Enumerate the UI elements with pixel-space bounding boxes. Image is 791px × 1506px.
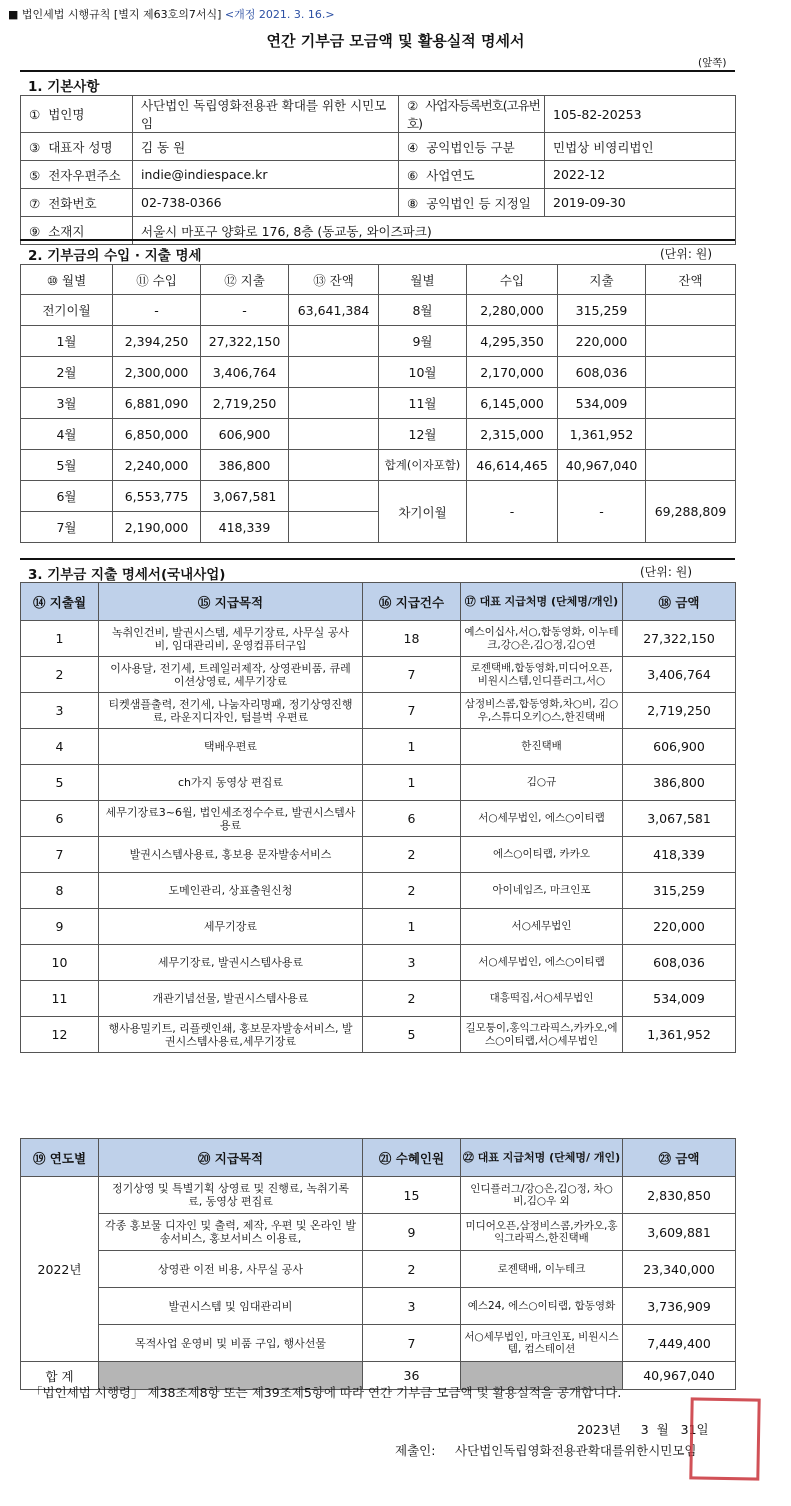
item-number: ② bbox=[407, 98, 418, 113]
form-ref-text: 법인세법 시행규칙 [별지 제63호의7서식] bbox=[21, 8, 222, 21]
income-header-row bbox=[21, 265, 736, 295]
column-header: ⑪ 수입 bbox=[113, 265, 201, 295]
count-cell: 2 bbox=[363, 1251, 461, 1288]
column-header: ⑱ 금액 bbox=[623, 583, 736, 621]
field-value: 02-738-0366 bbox=[133, 189, 399, 217]
balance-cell bbox=[289, 450, 379, 481]
income-cell: - bbox=[113, 295, 201, 326]
count-cell: 7 bbox=[363, 1325, 461, 1362]
expense-cell: 418,339 bbox=[201, 512, 289, 543]
count-cell: 1 bbox=[363, 909, 461, 945]
expense-cell: 220,000 bbox=[558, 326, 646, 357]
yearly-table bbox=[20, 1138, 736, 1390]
income-row bbox=[21, 419, 736, 450]
item-number: ⑨ bbox=[29, 223, 41, 239]
field-label bbox=[21, 96, 133, 133]
purpose-cell: ch가지 동영상 편집료 bbox=[99, 765, 363, 801]
payee-cell: 삼정비스콤,합동영화,차○비, 김○우,스튜디오키○스,한진택배 bbox=[461, 693, 623, 729]
count-cell: 1 bbox=[363, 729, 461, 765]
amount-cell: 2,830,850 bbox=[623, 1177, 736, 1214]
column-header: ㉒ 대표 지급처명 (단체명/ 개인) bbox=[461, 1139, 623, 1177]
item-number: ① bbox=[29, 107, 41, 122]
spending-row bbox=[21, 621, 736, 657]
month-cell: 5월 bbox=[21, 450, 113, 481]
balance-cell bbox=[289, 419, 379, 450]
column-header: ⑯ 지급건수 bbox=[363, 583, 461, 621]
column-header: ⑮ 지급목적 bbox=[99, 583, 363, 621]
purpose-cell: 녹취인건비, 발권시스템, 세무기장료, 사무실 공사비, 임대관리비, 운영컴퓨터구입 bbox=[99, 621, 363, 657]
revision-text: <개정 2021. 3. 16.> bbox=[224, 8, 335, 21]
month-cell: 11월 bbox=[379, 388, 467, 419]
income-cell: 2,170,000 bbox=[467, 357, 558, 388]
spending-row bbox=[21, 765, 736, 801]
count-cell: 6 bbox=[363, 801, 461, 837]
total-label: 합 계 bbox=[21, 1362, 99, 1390]
item-number: ⑤ bbox=[29, 167, 41, 183]
amount-cell: 2,719,250 bbox=[623, 693, 736, 729]
item-number: ⑥ bbox=[407, 167, 419, 183]
section-1-title: 1. 기본사항 bbox=[28, 79, 100, 95]
income-cell: 4,295,350 bbox=[467, 326, 558, 357]
column-header: ⑫ 지출 bbox=[201, 265, 289, 295]
column-header: 잔액 bbox=[646, 265, 736, 295]
purpose-cell: 발권시스템 및 임대관리비 bbox=[99, 1288, 363, 1325]
spending-row bbox=[21, 873, 736, 909]
balance-cell bbox=[646, 295, 736, 326]
purpose-cell: 발권시스템사용료, 홍보용 문자발송서비스 bbox=[99, 837, 363, 873]
balance-cell bbox=[646, 450, 736, 481]
balance-cell bbox=[289, 481, 379, 512]
basic-info-row bbox=[21, 96, 736, 133]
payee-cell: 서○세무법인 bbox=[461, 909, 623, 945]
month-cell: 12월 bbox=[379, 419, 467, 450]
expense-cell: 27,322,150 bbox=[201, 326, 289, 357]
payee-cell: 서○세무법인, 에스○이티랩 bbox=[461, 801, 623, 837]
payee-cell: 아이네임즈, 마크인포 bbox=[461, 873, 623, 909]
income-cell: - bbox=[467, 481, 558, 543]
purpose-cell: 세무기장료3~6월, 법인세조정수수료, 발권시스템사용료 bbox=[99, 801, 363, 837]
count-cell: 2 bbox=[363, 981, 461, 1017]
count-cell: 3 bbox=[363, 945, 461, 981]
column-header: ㉓ 금액 bbox=[623, 1139, 736, 1177]
balance-cell bbox=[289, 326, 379, 357]
income-cell: 2,394,250 bbox=[113, 326, 201, 357]
payee-cell: 길모퉁이,홍익그라픽스,카카오,에스○이티랩,서○세무법인 bbox=[461, 1017, 623, 1053]
balance-cell bbox=[289, 388, 379, 419]
month-cell: 4 bbox=[21, 729, 99, 765]
purpose-cell: 이사용달, 전기세, 트레일러제작, 상영관비품, 큐레이션상영료, 세무기장료 bbox=[99, 657, 363, 693]
expense-cell: 608,036 bbox=[558, 357, 646, 388]
balance-cell bbox=[289, 512, 379, 543]
purpose-cell: 목적사업 운영비 및 비품 구입, 행사선물 bbox=[99, 1325, 363, 1362]
payee-cell: 한진택배 bbox=[461, 729, 623, 765]
field-value: 민법상 비영리법인 bbox=[545, 133, 736, 161]
payee-cell: 에스○이티랩, 카카오 bbox=[461, 837, 623, 873]
item-label: 사업자등록번호(고유번호) bbox=[407, 98, 540, 131]
amount-cell: 3,406,764 bbox=[623, 657, 736, 693]
income-cell: 2,300,000 bbox=[113, 357, 201, 388]
column-header: ⑩ 월별 bbox=[21, 265, 113, 295]
payee-cell: 미디어오픈,삼정비스콤,카카오,홍익그라픽스,한진택배 bbox=[461, 1214, 623, 1251]
yearly-row bbox=[21, 1288, 736, 1325]
yearly-header-row bbox=[21, 1139, 736, 1177]
expense-cell: 3,067,581 bbox=[201, 481, 289, 512]
amount-cell: 220,000 bbox=[623, 909, 736, 945]
column-header: ⑰ 대표 지급처명 (단체명/개인) bbox=[461, 583, 623, 621]
month-cell: 8 bbox=[21, 873, 99, 909]
payee-cell: 예스이십사,서○,합동영화, 이누테크,강○은,김○정,김○연 bbox=[461, 621, 623, 657]
count-cell: 5 bbox=[363, 1017, 461, 1053]
expense-cell: 1,361,952 bbox=[558, 419, 646, 450]
month-cell: 10 bbox=[21, 945, 99, 981]
income-cell: 6,553,775 bbox=[113, 481, 201, 512]
purpose-cell: 세무기장료, 발권시스템사용료 bbox=[99, 945, 363, 981]
count-cell: 2 bbox=[363, 873, 461, 909]
amount-cell: 3,067,581 bbox=[623, 801, 736, 837]
field-label bbox=[21, 189, 133, 217]
balance-cell: 69,288,809 bbox=[646, 481, 736, 543]
count-cell: 7 bbox=[363, 657, 461, 693]
month-cell: 전기이월 bbox=[21, 295, 113, 326]
item-label: 사업연도 bbox=[426, 167, 475, 183]
income-cell: 2,240,000 bbox=[113, 450, 201, 481]
total-amount: 40,967,040 bbox=[623, 1362, 736, 1390]
item-label: 공익법인등 구분 bbox=[426, 139, 515, 155]
item-label: 전자우편주소 bbox=[48, 167, 121, 183]
count-cell: 15 bbox=[363, 1177, 461, 1214]
field-value: 사단법인 독립영화전용관 확대를 위한 시민모임 bbox=[133, 96, 399, 133]
yearly-row bbox=[21, 1325, 736, 1362]
balance-cell bbox=[646, 388, 736, 419]
purpose-cell: 정기상영 및 특별기획 상영료 및 진행료, 녹취기록료, 동영상 편집료 bbox=[99, 1177, 363, 1214]
section-3-unit: (단위: 원) bbox=[640, 565, 692, 579]
purpose-cell: 행사용밀키트, 리플렛인쇄, 홍보문자발송서비스, 발권시스템사용료,세무기장료 bbox=[99, 1017, 363, 1053]
month-cell: 6 bbox=[21, 801, 99, 837]
item-number: ③ bbox=[29, 139, 41, 155]
month-cell: 9월 bbox=[379, 326, 467, 357]
count-cell: 3 bbox=[363, 1288, 461, 1325]
payee-cell: 로젠택배,합동영화,미디어오픈, 비원시스템,인디플러그,서○ bbox=[461, 657, 623, 693]
month-cell: 4월 bbox=[21, 419, 113, 450]
month-cell: 11 bbox=[21, 981, 99, 1017]
month-cell: 합계(이자포함) bbox=[379, 450, 467, 481]
section-2-unit: (단위: 원) bbox=[660, 247, 712, 261]
purpose-cell: 세무기장료 bbox=[99, 909, 363, 945]
balance-cell bbox=[289, 357, 379, 388]
payee-cell: 서○세무법인, 마크인포, 비원시스템, 컴스테이션 bbox=[461, 1325, 623, 1362]
purpose-cell: 티켓샘플출력, 전기세, 나눔자리명패, 정기상영진행료, 라운지디자인, 텀블벅 우편료 bbox=[99, 693, 363, 729]
field-label bbox=[399, 161, 545, 189]
year-cell: 2022년 bbox=[21, 1177, 99, 1362]
basic-info-row bbox=[21, 133, 736, 161]
form-reference bbox=[8, 6, 335, 22]
month-cell: 1 bbox=[21, 621, 99, 657]
submitter-label: 제출인: bbox=[395, 1443, 436, 1458]
field-label bbox=[399, 96, 545, 133]
month-cell: 8월 bbox=[379, 295, 467, 326]
expense-cell: 534,009 bbox=[558, 388, 646, 419]
spending-header-row bbox=[21, 583, 736, 621]
amount-cell: 608,036 bbox=[623, 945, 736, 981]
payee-cell: 김○규 bbox=[461, 765, 623, 801]
spending-row bbox=[21, 801, 736, 837]
purpose-cell: 택배우편료 bbox=[99, 729, 363, 765]
item-number: ⑦ bbox=[29, 195, 41, 211]
amount-cell: 1,361,952 bbox=[623, 1017, 736, 1053]
section-2-title: 2. 기부금의 수입 · 지출 명세 bbox=[28, 248, 202, 264]
spending-row bbox=[21, 729, 736, 765]
field-label bbox=[21, 161, 133, 189]
yearly-row bbox=[21, 1251, 736, 1288]
column-header: 월별 bbox=[379, 265, 467, 295]
submit-date: 2023년 3 월 31일 bbox=[577, 1422, 709, 1437]
amount-cell: 23,340,000 bbox=[623, 1251, 736, 1288]
item-label: 법인명 bbox=[48, 107, 85, 122]
column-header: ⑲ 연도별 bbox=[21, 1139, 99, 1177]
spending-row bbox=[21, 981, 736, 1017]
amount-cell: 534,009 bbox=[623, 981, 736, 1017]
balance-cell bbox=[646, 357, 736, 388]
column-header: ⑭ 지출월 bbox=[21, 583, 99, 621]
payee-cell: 로젠택배, 이누테크 bbox=[461, 1251, 623, 1288]
month-cell: 7월 bbox=[21, 512, 113, 543]
spending-row bbox=[21, 945, 736, 981]
purpose-cell: 개관기념선물, 발권시스템사용료 bbox=[99, 981, 363, 1017]
spending-row bbox=[21, 693, 736, 729]
income-row bbox=[21, 357, 736, 388]
income-row bbox=[21, 326, 736, 357]
amount-cell: 3,736,909 bbox=[623, 1288, 736, 1325]
expense-cell: 386,800 bbox=[201, 450, 289, 481]
spending-row bbox=[21, 837, 736, 873]
month-cell: 6월 bbox=[21, 481, 113, 512]
column-header: 지출 bbox=[558, 265, 646, 295]
basic-info-row bbox=[21, 161, 736, 189]
expense-cell: 2,719,250 bbox=[201, 388, 289, 419]
column-header: ⑳ 지급목적 bbox=[99, 1139, 363, 1177]
item-number: ⑧ bbox=[407, 195, 419, 211]
balance-cell bbox=[646, 326, 736, 357]
yearly-row bbox=[21, 1214, 736, 1251]
field-value: 2022-12 bbox=[545, 161, 736, 189]
balance-cell bbox=[646, 419, 736, 450]
spending-row bbox=[21, 909, 736, 945]
purpose-cell: 각종 홍보물 디자인 및 출력, 제작, 우편 및 온라인 발송서비스, 홍보서비스 이용료, bbox=[99, 1214, 363, 1251]
income-row bbox=[21, 388, 736, 419]
section-3-title: 3. 기부금 지출 명세서(국내사업) bbox=[28, 567, 226, 583]
field-value: indie@indiespace.kr bbox=[133, 161, 399, 189]
count-cell: 2 bbox=[363, 837, 461, 873]
month-cell: 2월 bbox=[21, 357, 113, 388]
field-label bbox=[399, 189, 545, 217]
yearly-row bbox=[21, 1177, 736, 1214]
amount-cell: 7,449,400 bbox=[623, 1325, 736, 1362]
month-cell: 12 bbox=[21, 1017, 99, 1053]
payee-cell: 인디플러그/강○은,김○정, 차○비,김○우 외 bbox=[461, 1177, 623, 1214]
expense-cell: 3,406,764 bbox=[201, 357, 289, 388]
amount-cell: 418,339 bbox=[623, 837, 736, 873]
income-cell: 6,850,000 bbox=[113, 419, 201, 450]
month-cell: 3월 bbox=[21, 388, 113, 419]
month-cell: 차기이월 bbox=[379, 481, 467, 543]
square-bullet-icon: ■ bbox=[8, 8, 19, 21]
field-value: 105-82-20253 bbox=[545, 96, 736, 133]
submitter-name: 사단법인독립영화전용관확대를위한시민모임 bbox=[455, 1443, 697, 1458]
income-cell: 6,881,090 bbox=[113, 388, 201, 419]
count-cell: 9 bbox=[363, 1214, 461, 1251]
count-cell: 7 bbox=[363, 693, 461, 729]
amount-cell: 27,322,150 bbox=[623, 621, 736, 657]
amount-cell: 386,800 bbox=[623, 765, 736, 801]
month-cell: 2 bbox=[21, 657, 99, 693]
purpose-cell: 상영관 이전 비용, 사무실 공사 bbox=[99, 1251, 363, 1288]
month-cell: 9 bbox=[21, 909, 99, 945]
income-row bbox=[21, 450, 736, 481]
count-cell: 1 bbox=[363, 765, 461, 801]
income-cell: 6,145,000 bbox=[467, 388, 558, 419]
field-value: 2019-09-30 bbox=[545, 189, 736, 217]
item-label: 대표자 성명 bbox=[48, 139, 113, 155]
field-value: 김 동 원 bbox=[133, 133, 399, 161]
spending-row bbox=[21, 657, 736, 693]
count-cell: 18 bbox=[363, 621, 461, 657]
field-label bbox=[21, 133, 133, 161]
payee-cell: 서○세무법인, 에스○이티랩 bbox=[461, 945, 623, 981]
balance-cell: 63,641,384 bbox=[289, 295, 379, 326]
expense-cell: - bbox=[201, 295, 289, 326]
month-cell: 3 bbox=[21, 693, 99, 729]
month-cell: 1월 bbox=[21, 326, 113, 357]
amount-cell: 3,609,881 bbox=[623, 1214, 736, 1251]
income-row bbox=[21, 481, 736, 512]
income-row bbox=[21, 295, 736, 326]
income-cell: 2,190,000 bbox=[113, 512, 201, 543]
side-label: (앞쪽) bbox=[698, 57, 727, 69]
income-table bbox=[20, 264, 736, 543]
month-cell: 5 bbox=[21, 765, 99, 801]
spending-row bbox=[21, 1017, 736, 1053]
amount-cell: 315,259 bbox=[623, 873, 736, 909]
statement-text: 「법인세법 시행령」 제38조제8항 또는 제39조제5항에 따라 연간 기부금 모금액 및 활용실적을 공개합니다. bbox=[30, 1385, 622, 1400]
item-number: ④ bbox=[407, 139, 419, 155]
spending-table bbox=[20, 582, 736, 1053]
organization-seal-stamp bbox=[689, 1397, 760, 1480]
payee-cell: 대흥떡집,서○세무법인 bbox=[461, 981, 623, 1017]
month-cell: 10월 bbox=[379, 357, 467, 388]
expense-cell: - bbox=[558, 481, 646, 543]
purpose-cell: 도메인관리, 상표출원신청 bbox=[99, 873, 363, 909]
payee-cell: 예스24, 에스○이티랩, 합동영화 bbox=[461, 1288, 623, 1325]
expense-cell: 606,900 bbox=[201, 419, 289, 450]
expense-cell: 40,967,040 bbox=[558, 450, 646, 481]
page-title: 연간 기부금 모금액 및 활용실적 명세서 bbox=[266, 32, 525, 50]
expense-cell: 315,259 bbox=[558, 295, 646, 326]
income-cell: 2,315,000 bbox=[467, 419, 558, 450]
total-count: 36 bbox=[363, 1362, 461, 1390]
field-label bbox=[399, 133, 545, 161]
income-cell: 2,280,000 bbox=[467, 295, 558, 326]
basic-info-table bbox=[20, 95, 736, 245]
item-label: 소재지 bbox=[48, 223, 85, 239]
field-value: 서울시 마포구 양화로 176, 8층 (동교동, 와이즈파크) bbox=[133, 217, 736, 245]
item-label: 공익법인 등 지정일 bbox=[426, 195, 531, 211]
month-cell: 7 bbox=[21, 837, 99, 873]
basic-info-row bbox=[21, 189, 736, 217]
amount-cell: 606,900 bbox=[623, 729, 736, 765]
column-header: ⑬ 잔액 bbox=[289, 265, 379, 295]
income-cell: 46,614,465 bbox=[467, 450, 558, 481]
item-label: 전화번호 bbox=[48, 195, 97, 211]
column-header: ㉑ 수혜인원 bbox=[363, 1139, 461, 1177]
column-header: 수입 bbox=[467, 265, 558, 295]
